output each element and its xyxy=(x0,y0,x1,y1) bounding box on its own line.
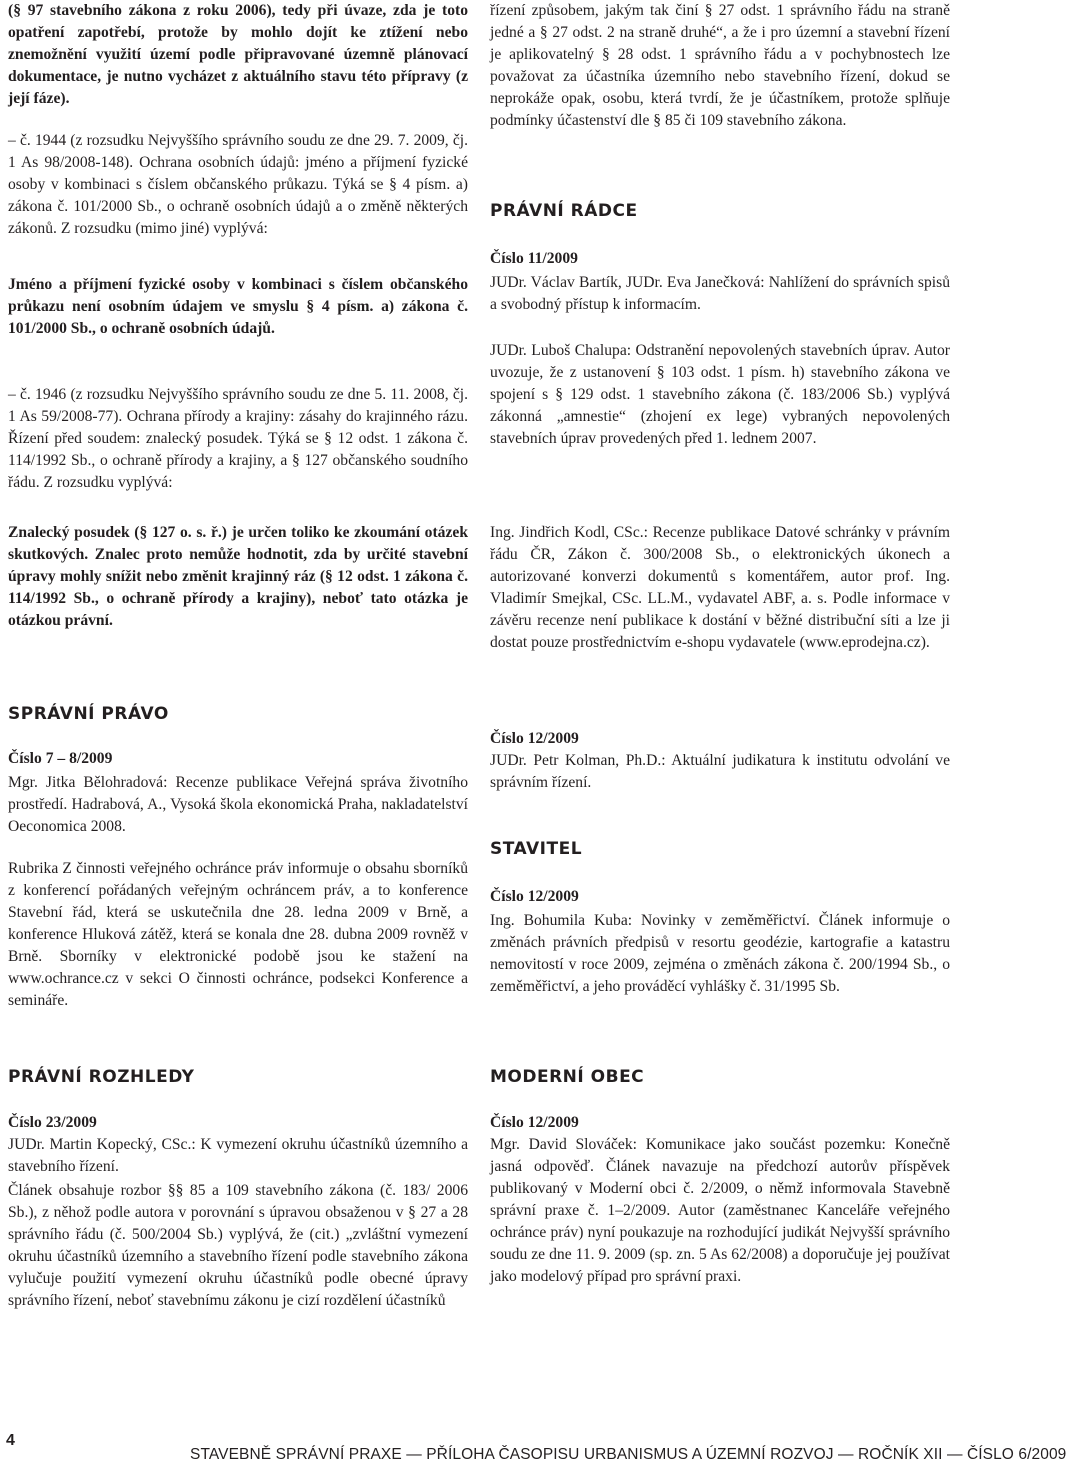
case-1944-holding: Jméno a příjmení fyzické osoby v kombinaci s číslem občanského průkazu není osobním údajem ve smyslu § 4 písm. a) zákona č. 101/2000 Sb., o ochraně osobních údajů. xyxy=(8,276,468,337)
article-summary: Rubrika Z činnosti veřejného ochránce práv informuje o obsahu sborníků z konferencí pořádaných veřejným ochráncem práv, a to konference Stavební řád, která se uskutečnila dne 28. ledna 2009 v Brně, a konference Hluková zátěž, která se konala dne 28. dubna 2009 rovněž v Brně. Sborníky v elektronické podobě jsou ke stažení na www.ochrance.cz v sekci O činnosti ochránce, podsekci Konference a semináře. xyxy=(8,860,468,1009)
article-summary: Ing. Bohumila Kuba: Novinky v zeměměřictví. Článek informuje o změnách právních předpisů v resortu geodézie, kartografie a katastru nemovitostí v roce 2009, zejména o změnách zákona č. 200/1994 Sb., o zeměměřictví, a jeho prováděcí vyhlášky č. 31/1995 Sb. xyxy=(490,912,950,995)
section-heading-spravni-pravo: SPRÁVNÍ PRÁVO xyxy=(8,704,169,724)
article-summary: Ing. Jindřich Kodl, CSc.: Recenze publikace Datové schránky v právním řádu ČR, Zákon č. 300/2008 Sb., o elektronických úkonech a autorizované konverzi dokumentů s komentářem, autor prof. Ing. Vladimír Smejkal, CSc. LL.M., vydavatel ABF, a. s. Podle informace v závěru recenze není publikace k dostání v běžné distribuční síti a lze ji dostat pouze prostřednictvím e-shopu vydavatele (www.eprodejna.cz). xyxy=(490,524,950,651)
section-heading-pravni-radce: PRÁVNÍ RÁDCE xyxy=(490,201,638,221)
issue-number: Číslo 7 – 8/2009 xyxy=(8,750,113,767)
issue-number: Číslo 12/2009 xyxy=(490,1114,579,1131)
section-heading-moderni-obec: MODERNÍ OBEC xyxy=(490,1067,645,1087)
issue-number: Číslo 11/2009 xyxy=(490,250,578,267)
case-1944-summary: – č. 1944 (z rozsudku Nejvyššího správního soudu ze dne 29. 7. 2009, čj. 1 As 98/2008-148). Ochrana osobních údajů: jméno a příjmení fyzické osoby v kombinaci s číslem občanského průkazu. Týká se § 4 písm. a) zákona č. 101/2000 Sb., o ochraně osobních údajů a o změně některých zákonů. Z rozsudku (mimo jiné) vyplývá: xyxy=(8,132,468,237)
article-summary: JUDr. Martin Kopecký, CSc.: K vymezení okruhu účastníků územního a stavebního řízení. xyxy=(8,1136,468,1175)
issue-number: Číslo 23/2009 xyxy=(8,1114,97,1131)
case-1946-holding: Znalecký posudek (§ 127 o. s. ř.) je určen toliko ke zkoumání otázek skutkových. Znalec proto nemůže hodnotit, zda by určité stavební úpravy mohly snížit nebo změnit krajinný ráz (§ 12 odst. 1 zákona č. 114/1992 Sb., o ochraně přírody a krajiny), neboť tato otázka je otázkou právní. xyxy=(8,524,468,629)
issue-number: Číslo 12/2009 xyxy=(490,730,579,747)
section-heading-stavitel: STAVITEL xyxy=(490,839,583,859)
page-number: 4 xyxy=(6,1432,15,1449)
intro-paragraph: (§ 97 stavebního zákona z roku 2006), tedy při úvaze, zda je toto opatření zapotřebí, protože by mohlo dojít ke ztížení nebo znemožnění využití území podle připravované územně plánovací dokumentace, je nutno vycházet z aktuálního stavu této přípravy (z její fáze). xyxy=(8,2,468,107)
continued-paragraph: řízení způsobem, jakým tak činí § 27 odst. 1 správního řádu na straně jedné a § 27 odst. 2 na straně druhé“, a že i pro územní a stavební řízení je aplikovatelný § 28 odst. 1 správního řádu a v pochybnostech lze považovat za účastníka územního nebo stavebního řízení, dokud se neprokáže opak, osobu, která tvrdí, že je účastníkem, protože splňuje podmínky účastenství dle § 85 či 109 stavebního zákona. xyxy=(490,2,950,129)
article-summary: JUDr. Václav Bartík, JUDr. Eva Janečková: Nahlížení do správních spisů a svobodný přístup k informacím. xyxy=(490,274,950,313)
running-footer: STAVEBNĚ SPRÁVNÍ PRAXE — PŘÍLOHA ČASOPISU URBANISMUS A ÚZEMNÍ ROZVOJ — ROČNÍK XII — ČÍSLO 6/2009 xyxy=(190,1446,1066,1463)
article-summary: Článek obsahuje rozbor §§ 85 a 109 stavebního zákona (č. 183/ 2006 Sb.), z něhož podle autora v porovnání s úpravou obsaženou v § 27 a 28 správního řádu (č. 500/2004 Sb.) vyplývá, že (cit.) „zvláštní vymezení okruhu účastníků územního a stavebního řízení podle stavebního zákona vylučuje použití vymezení okruhu účastníků podle obecné úpravy správního řízení, neboť stavebnímu zákonu je cizí rozdělení účastníků xyxy=(8,1182,468,1309)
issue-number: Číslo 12/2009 xyxy=(490,888,579,905)
case-1946-summary: – č. 1946 (z rozsudku Nejvyššího správního soudu ze dne 5. 11. 2008, čj. 1 As 59/2008-77). Ochrana přírody a krajiny: zásahy do krajinného rázu. Řízení před soudem: znalecký posudek. Týká se § 12 odst. 1 zákona č. 114/1992 Sb., o ochraně přírody a krajiny, a § 127 občanského soudního řádu. Z rozsudku vyplývá: xyxy=(8,386,468,491)
article-summary: Mgr. David Slováček: Komunikace jako součást pozemku: Konečně jasná odpověď. Článek navazuje na předchozí autorův příspěvek publikovaný v Moderní obci č. 2/2009, o němž informovala Stavebně správní praxe č. 1–2/2009. Autor (zaměstnanec Kanceláře veřejného ochránce práv) nyní poukazuje na rozhodující judikát Nejvyšší správního soudu ze dne 11. 9. 2009 (sp. zn. 5 As 62/2008) a doporučuje jej používat jako modelový případ pro správní praxi. xyxy=(490,1136,950,1285)
section-heading-pravni-rozhledy: PRÁVNÍ ROZHLEDY xyxy=(8,1067,195,1087)
article-summary: JUDr. Luboš Chalupa: Odstranění nepovolených stavebních úprav. Autor uvozuje, že z ustanovení § 103 odst. 1 písm. h) stavebního zákona ve spojení s § 129 odst. 1 stavebního zákona (č. 183/2006 Sb.) vyplývá zákonná „amnestie“ (zhojení ex lege) vybraných nepovolených stavebních úprav provedených před 1. lednem 2007. xyxy=(490,342,950,447)
article-summary: Mgr. Jitka Bělohradová: Recenze publikace Veřejná správa životního prostředí. Hadrabová, A., Vysoká škola ekonomická Praha, nakladatelství Oeconomica 2008. xyxy=(8,774,468,835)
article-summary: JUDr. Petr Kolman, Ph.D.: Aktuální judikatura k institutu odvolání ve správním řízení. xyxy=(490,752,950,791)
